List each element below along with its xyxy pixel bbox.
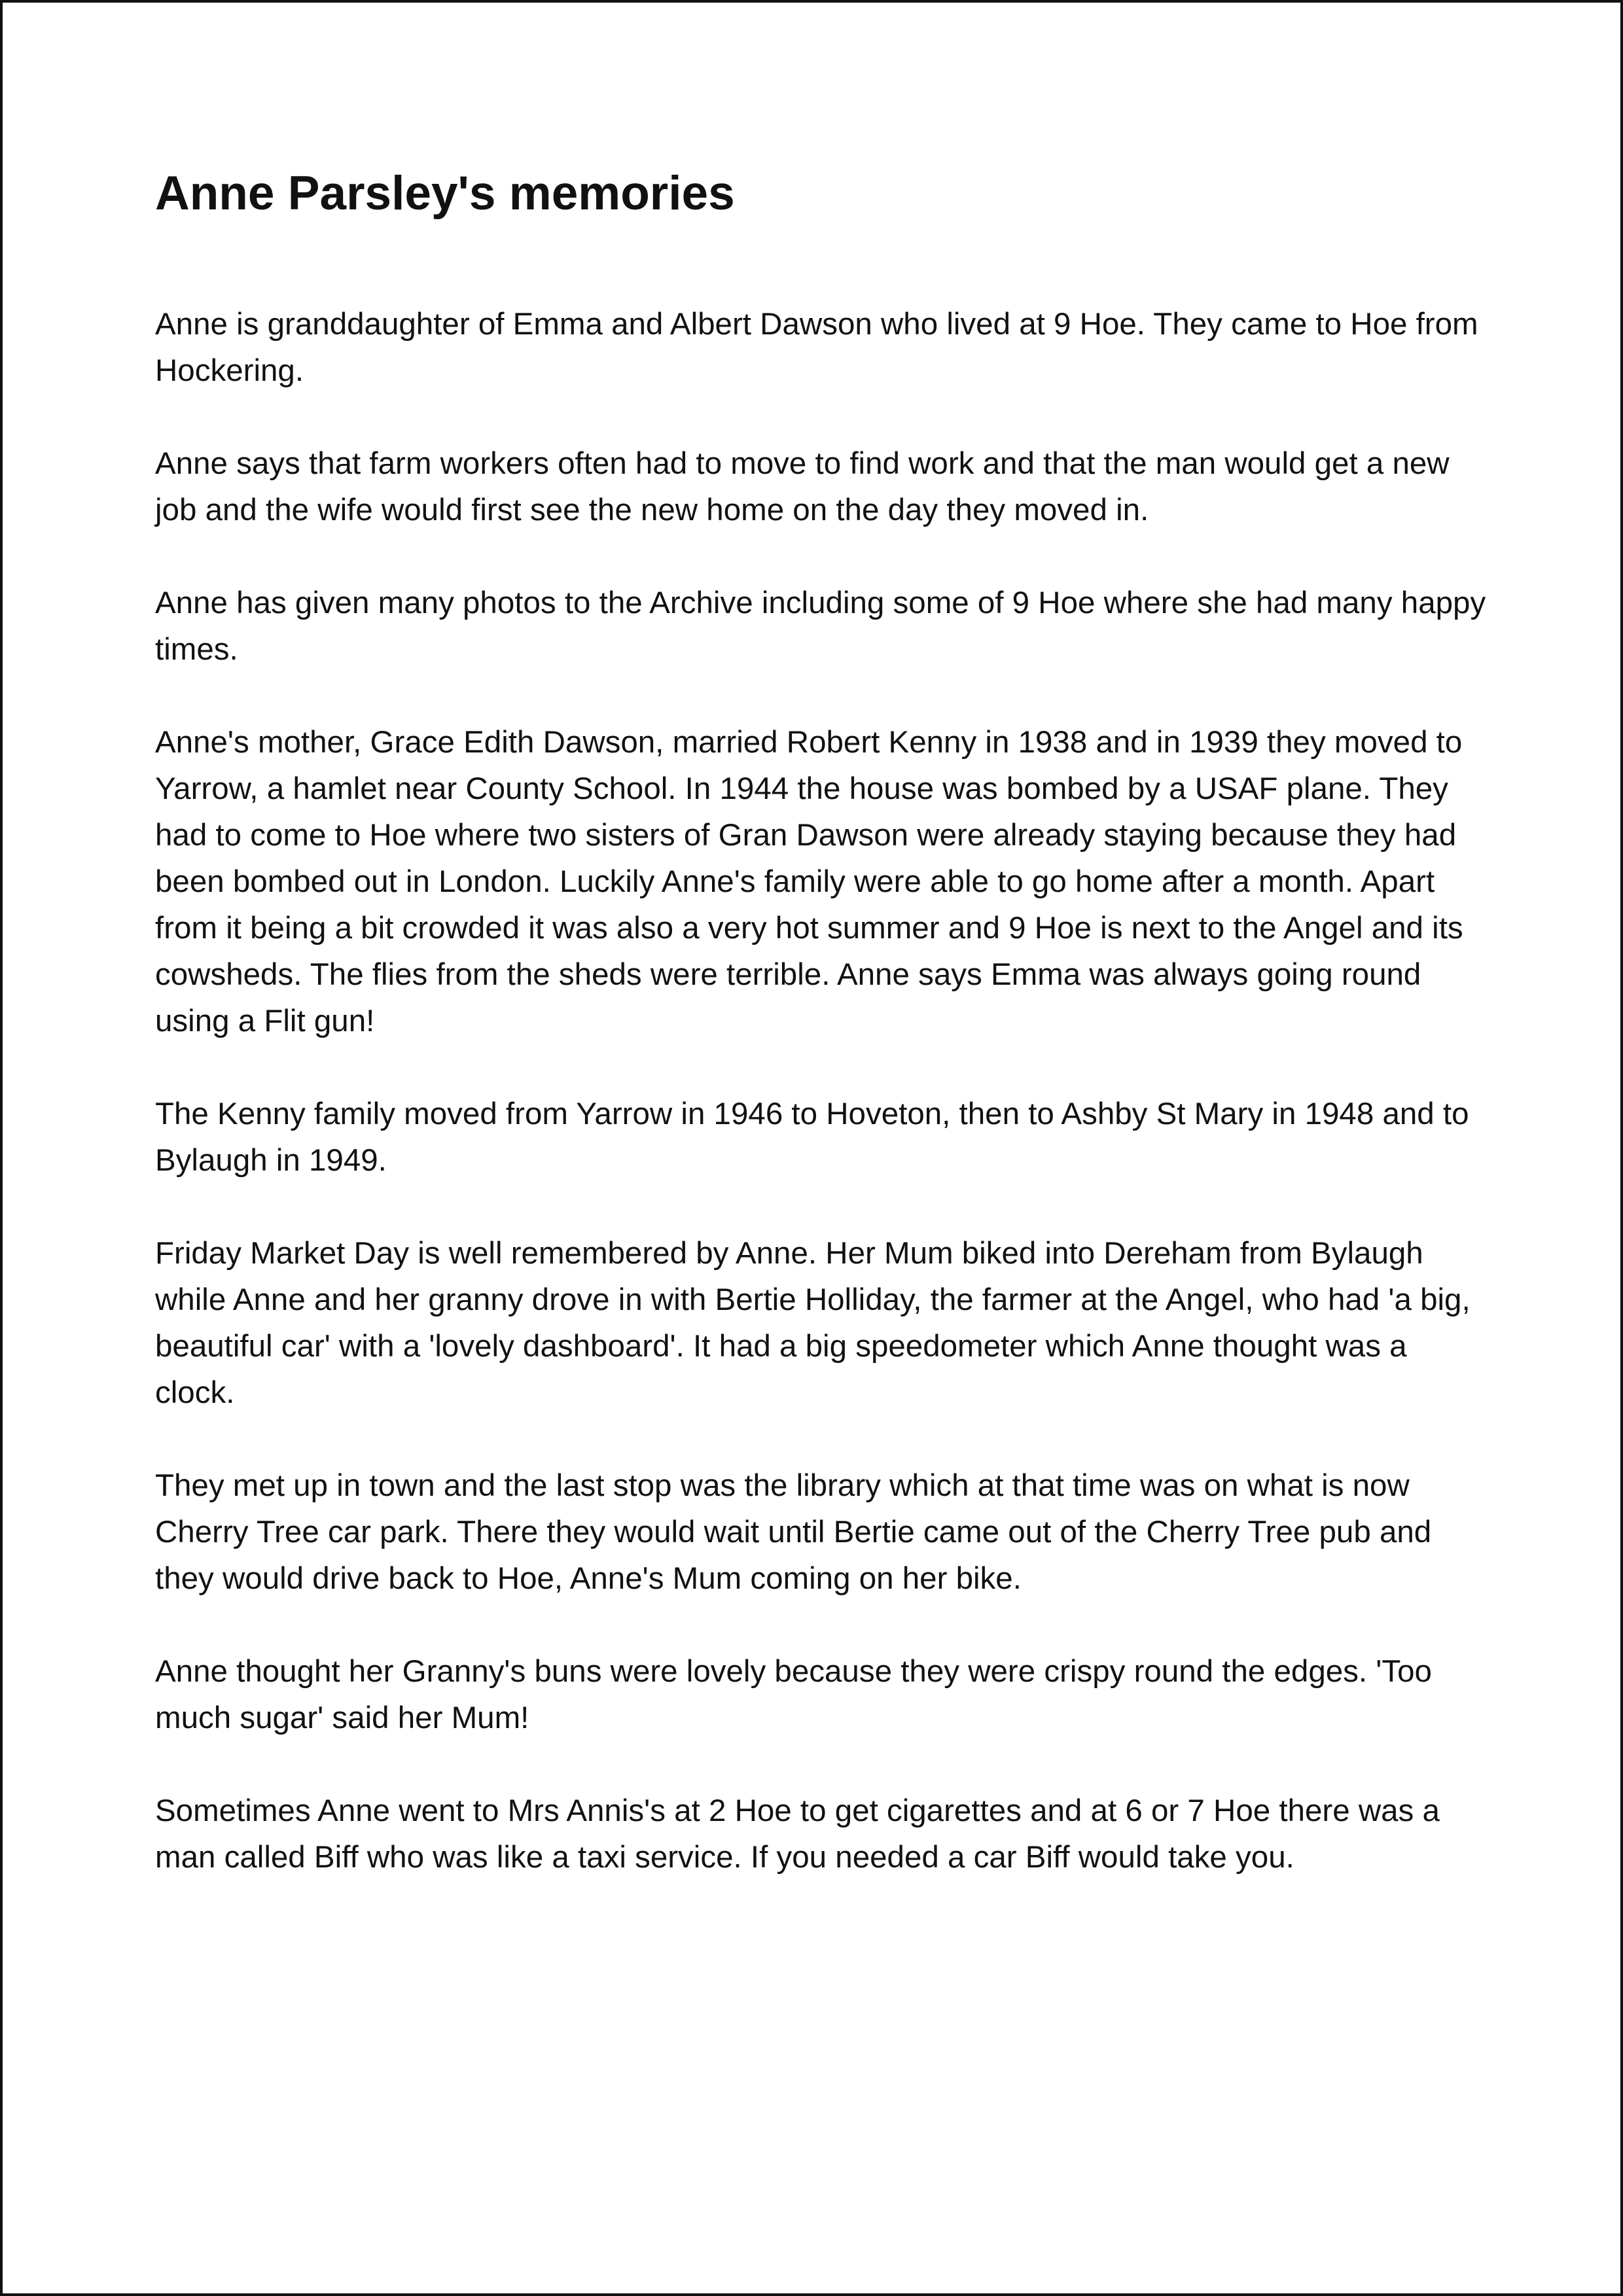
document-title: Anne Parsley's memories <box>155 167 735 220</box>
paragraph-market-day: Friday Market Day is well remembered by Anne. Her Mum biked into Dereham from Bylaugh while Anne and her granny drove in with Bertie Holliday, the farmer at the Angel, who had 'a big, beautiful car' with a 'lovely dashboard'. It had a big speedometer which Anne thought was a clock. <box>155 1236 1471 1410</box>
paragraph-hockering: Anne is granddaughter of Emma and Albert Dawson who lived at 9 Hoe. They came to Hoe from Hockering. <box>155 307 1478 388</box>
paragraph-library: They met up in town and the last stop was the library which at that time was on what is now Cherry Tree car park. There they would wait until Bertie came out of the Cherry Tree pub and they would drive back to Hoe, Anne's Mum coming on her bike. <box>155 1468 1432 1596</box>
paragraph-photos: Anne has given many photos to the Archive including some of 9 Hoe where she had many happy times. <box>155 586 1486 667</box>
paragraph-taxi: Sometimes Anne went to Mrs Annis's at 2 Hoe to get cigarettes and at 6 or 7 Hoe there was a man called Biff who was like a taxi service. If you needed a car Biff would take you. <box>155 1793 1440 1875</box>
paragraph-buns: Anne thought her Granny's buns were lovely because they were crispy round the edges. 'Too much sugar' said her Mum! <box>155 1654 1432 1735</box>
paragraph-bombing: Anne's mother, Grace Edith Dawson, married Robert Kenny in 1938 and in 1939 they moved to Yarrow, a hamlet near County School. In 1944 the house was bombed by a USAF plane. They had to come to Hoe where two sisters of Gran Dawson were already staying because they had been bombed out in London. Luckily Anne's family were able to go home after a month. Apart from it being a bit crowded it was also a very hot summer and 9 Hoe is next to the Angel and its cowsheds. The flies from the sheds were terrible. Anne says Emma was always going round using a Flit gun! <box>155 725 1463 1038</box>
paragraph-farm-workers: Anne says that farm workers often had to move to find work and that the man would get a new job and the wife would first see the new home on the day they moved in. <box>155 446 1450 527</box>
document-content <box>155 164 1490 1927</box>
paragraph-kenny-moves: The Kenny family moved from Yarrow in 1946 to Hoveton, then to Ashby St Mary in 1948 and to Bylaugh in 1949. <box>155 1097 1469 1178</box>
